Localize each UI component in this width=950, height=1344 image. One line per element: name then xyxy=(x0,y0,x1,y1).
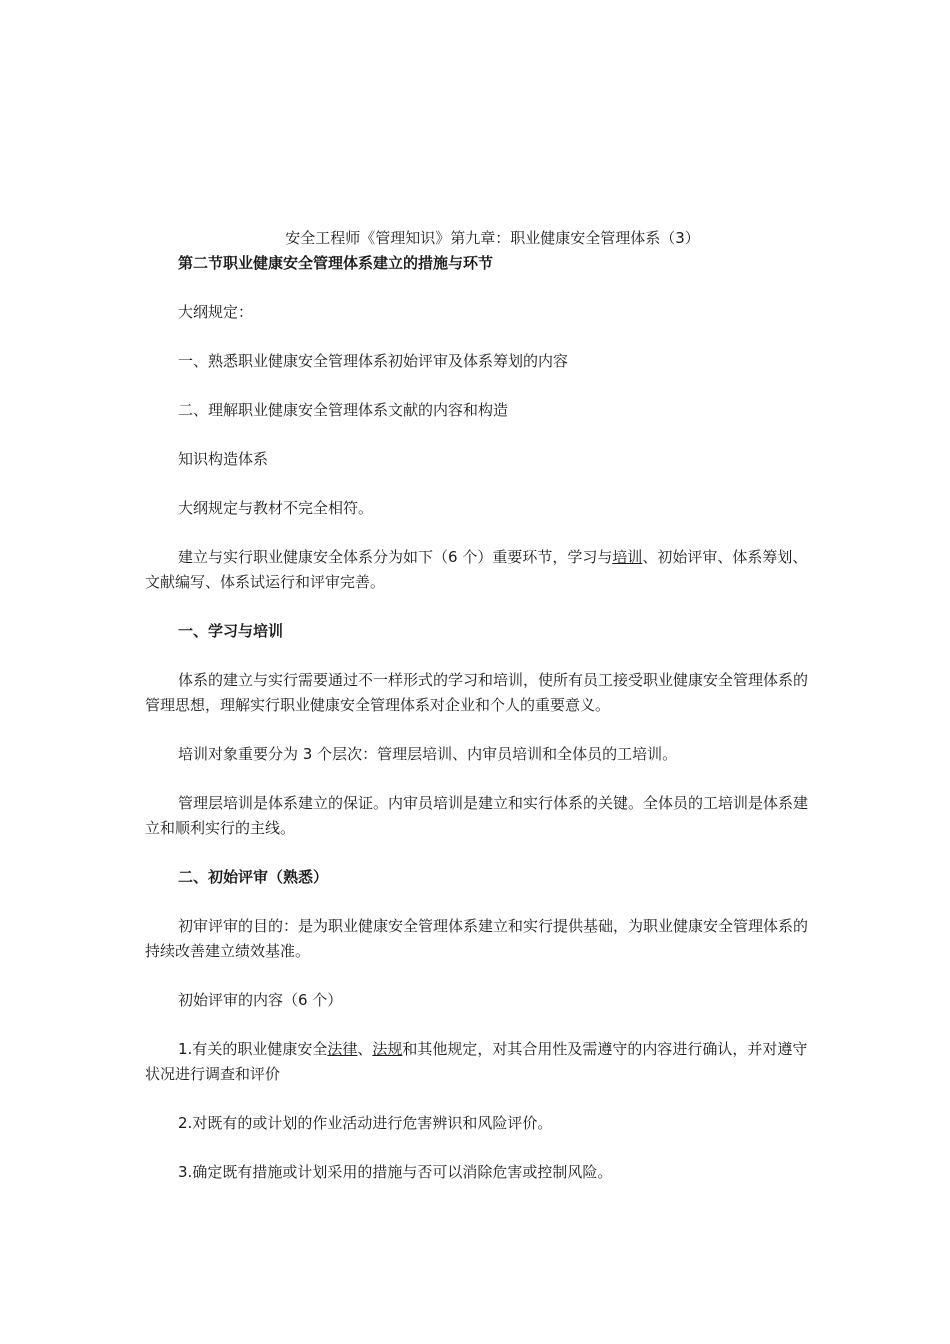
review-item-1 xyxy=(145,1037,810,1087)
review-content-paragraph: 初始评审的内容（6 个） xyxy=(178,991,343,1009)
item-separator: 、 xyxy=(357,1040,373,1058)
law-link[interactable]: 法律 xyxy=(327,1040,358,1058)
item-text: 确定既有措施或计划采用的措施与否可以消除危害或控制风险。 xyxy=(192,1163,613,1181)
regulation-link[interactable]: 法规 xyxy=(372,1040,403,1058)
training-link[interactable]: 培训 xyxy=(612,548,643,566)
training-paragraph-2: 培训对象重要分为 3 个层次：管理层培训、内审员培训和全体员的工培训。 xyxy=(178,745,678,763)
outline-item-2: 二、理解职业健康安全管理体系文献的内容和构造 xyxy=(178,401,509,419)
knowledge-structure-label: 知识构造体系 xyxy=(178,450,269,468)
review-item-3 xyxy=(145,1160,810,1185)
heading-initial-review: 二、初始评审（熟悉） xyxy=(178,868,329,886)
document-body xyxy=(145,226,810,1185)
item-number: 3. xyxy=(178,1163,193,1181)
intro-text-after: 、初始评审、体系筹划、文献编写、体系试运行和评审完善。 xyxy=(145,548,808,591)
training-paragraph-1: 体系的建立与实行需要通过不一样形式的学习和培训，使所有员工接受职业健康安全管理体系的管理思想，理解实行职业健康安全管理体系对企业和个人的重要意义。 xyxy=(145,671,809,714)
item-number: 1. xyxy=(178,1040,193,1058)
training-paragraph-3: 管理层培训是体系建立的保证。内审员培训是建立和实行体系的关键。全体员的工培训是体系建立和顺利实行的主线。 xyxy=(145,794,809,837)
intro-text-before: 建立与实行职业健康安全体系分为如下（6 个）重要环节，学习与 xyxy=(178,548,613,566)
item-number: 2. xyxy=(178,1114,193,1132)
section-heading: 第二节职业健康安全管理体系建立的措施与环节 xyxy=(178,254,494,272)
item-text-before: 有关的职业健康安全 xyxy=(192,1040,328,1058)
document-title: 安全工程师《管理知识》第九章：职业健康安全管理体系（3） xyxy=(285,229,700,247)
intro-paragraph xyxy=(145,545,810,595)
review-purpose-paragraph: 初审评审的目的：是为职业健康安全管理体系建立和实行提供基础，为职业健康安全管理体系的持续改善建立绩效基准。 xyxy=(145,917,809,960)
item-text-after: 和其他规定，对其合用性及需遵守的内容进行确认，并对遵守状况进行调查和评价 xyxy=(145,1040,808,1083)
outline-label: 大纲规定： xyxy=(178,303,254,321)
outline-item-1: 一、熟悉职业健康安全管理体系初始评审及体系筹划的内容 xyxy=(178,352,569,370)
heading-learning-training: 一、学习与培训 xyxy=(178,622,284,640)
outline-mismatch-note: 大纲规定与教材不完全相符。 xyxy=(178,499,374,517)
review-item-2 xyxy=(145,1111,810,1136)
item-text: 对既有的或计划的作业活动进行危害辨识和风险评价。 xyxy=(192,1114,553,1132)
